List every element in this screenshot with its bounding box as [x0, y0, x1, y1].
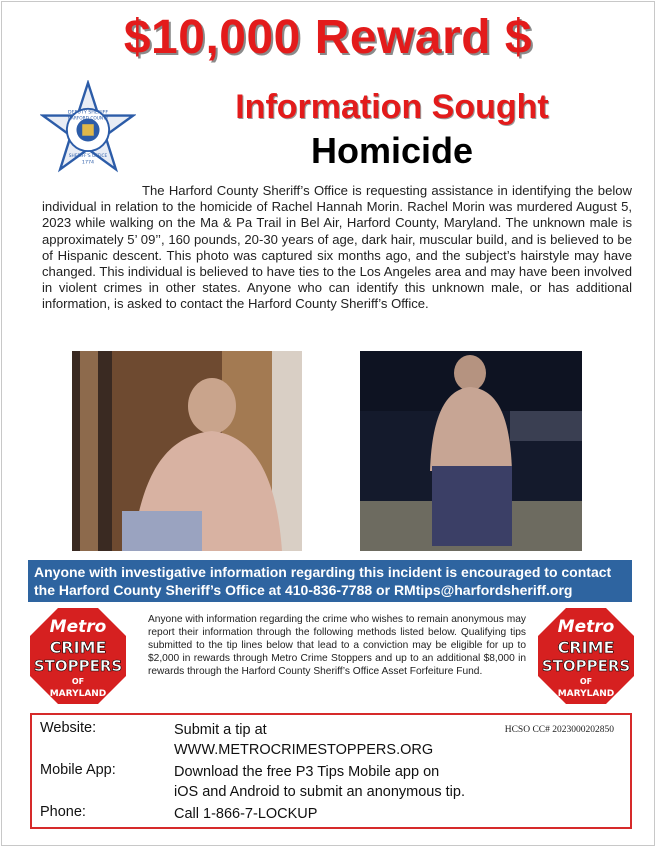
website-url[interactable]: WWW.METROCRIMESTOPPERS.ORG — [174, 742, 434, 758]
svg-text:CRIME: CRIME — [557, 638, 615, 657]
flyer-page — [1, 1, 655, 846]
svg-text:OF: OF — [71, 677, 85, 686]
anonymous-tip-info: Anyone with information regarding the crime who wishes to remain anonymous may report their information through the following methods listed below. Qualifying tips submitted to the tip lines below that lead to a conviction may be eligible for up to $2,000 in rewards through Metro Crime Stoppers and up to an additional $8,000 in rewards through the Harford County Sheriff’s Office Asset Forfeiture Fund. — [148, 614, 526, 678]
website-line1: Submit a tip at — [174, 722, 267, 738]
info-sought-heading: Information Sought — [235, 88, 549, 126]
mobile-app-line2: iOS and Android to submit an anonymous tip. — [174, 784, 465, 800]
case-number: HCSO CC# 2023000202850 — [504, 725, 614, 735]
svg-text:Metro: Metro — [557, 617, 615, 637]
svg-text:OF: OF — [579, 677, 593, 686]
tip-contact-box — [30, 713, 632, 829]
badge-text-bottom: SHERIFF'S OFFICE — [68, 153, 108, 159]
phone-label: Phone: — [40, 804, 86, 820]
contact-banner: Anyone with investigative information regarding this incident is encouraged to contact the Harford County Sheriff’s Office at 410-836-7788 or RMtips@harfordsheriff.org — [28, 560, 632, 602]
svg-text:MARYLAND: MARYLAND — [557, 689, 615, 699]
crime-stoppers-logo-right — [536, 606, 636, 706]
svg-text:Metro: Metro — [49, 617, 107, 637]
case-description: The Harford County Sheriff’s Office is requesting assistance in identifying the below individual in relation to the homicide of Rachel Hannah Morin. Rachel Morin was murdered August 5, 2023 while walking on the Ma & Pa Trail in Bel Air, Harford County, Maryland. The unknown male is approximately 5’ 09’’, 160 pounds, 20-30 years of age, dark hair, muscular build, and is believed to be of Hispanic descent. This photo was captured six months ago, and the subject’s hairstyle may have changed. This individual is believed to have ties to the Los Angeles area and may have been involved in violent crimes in other states. Anyone who can identify this unknown male, or has additional information, is asked to contact the Harford County Sheriff’s Office. — [42, 183, 632, 312]
suspect-photo-1 — [72, 351, 302, 551]
badge-year: 1774 — [81, 160, 95, 166]
svg-text:MARYLAND: MARYLAND — [49, 689, 107, 699]
sheriff-star-badge-icon — [40, 80, 136, 178]
phone-number[interactable]: Call 1-866-7-LOCKUP — [174, 806, 318, 822]
crime-stoppers-logo-left — [28, 606, 128, 706]
svg-text:STOPPERS: STOPPERS — [541, 657, 631, 675]
svg-text:STOPPERS: STOPPERS — [33, 657, 123, 675]
svg-text:CRIME: CRIME — [49, 638, 107, 657]
crime-heading: Homicide — [310, 130, 474, 171]
badge-text-county: HARFORD COUNTY — [67, 116, 109, 122]
badge-text-top: DEPUTY SHERIFF — [67, 110, 109, 116]
website-label: Website: — [40, 720, 97, 736]
suspect-photo-2 — [360, 351, 582, 551]
reward-heading: $10,000 Reward $ — [123, 11, 533, 64]
mobile-app-line1: Download the free P3 Tips Mobile app on — [174, 764, 440, 780]
mobile-app-label: Mobile App: — [40, 762, 116, 778]
